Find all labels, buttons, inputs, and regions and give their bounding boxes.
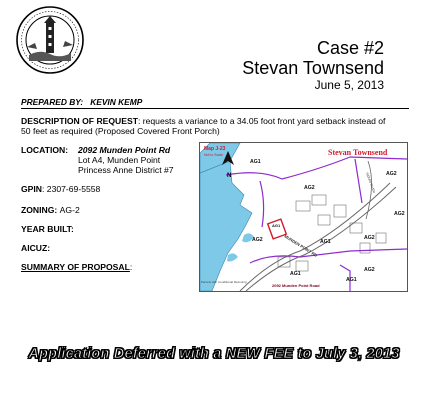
map-scale-label: Not to Scale <box>204 153 224 157</box>
location-district: Princess Anne District #7 <box>78 165 174 175</box>
prepared-by <box>21 97 409 109</box>
case-title: Case #2 <box>316 38 384 58</box>
side-road-label: INDIAN RIVER <box>365 171 377 194</box>
description-text: : requests a variance to a 34.05 foot front yard setback instead of 50 feet as required (Proposed Covered Front Porch) <box>21 116 386 136</box>
north-arrow-label: N <box>227 173 232 179</box>
location-address: 2092 Munden Point Rd <box>78 145 171 155</box>
zone-label: AG2 <box>364 267 375 273</box>
gpin-value: : 2307-69-5558 <box>42 184 101 194</box>
year-built-label: YEAR BUILT: <box>21 224 74 234</box>
summary-suffix: : <box>129 262 133 272</box>
zone-label: AG2 <box>252 237 263 243</box>
prepared-by-label: PREPARED BY: <box>21 97 84 107</box>
applicant-name: Stevan Townsend <box>242 58 384 78</box>
zone-label: AG2 <box>386 171 397 177</box>
gpin-label: GPIN <box>21 184 43 194</box>
gpin-row <box>21 184 100 194</box>
subject-lot-label: AG1 <box>272 223 281 228</box>
location-label: LOCATION: <box>21 145 69 155</box>
map-caption-left: Parcels with Conditional Rezoning <box>201 280 247 284</box>
map-title: Stevan Townsend <box>328 148 388 157</box>
hearing-date: June 5, 2013 <box>314 78 384 92</box>
location-map <box>199 142 408 292</box>
map-sheet-label: Map J-23 <box>204 146 226 152</box>
deferral-banner: Application Deferred with a NEW FEE to July 3, 2013 <box>28 346 400 362</box>
road-label: MUNDEN POINT RD <box>283 233 319 258</box>
city-seal-logo <box>15 5 85 75</box>
prepared-by-value: KEVIN KEMP <box>90 97 143 107</box>
zoning-row <box>21 205 80 215</box>
zoning-value: AG-2 <box>59 205 80 215</box>
zoning-label: ZONING: <box>21 205 58 215</box>
description-of-request <box>21 116 391 136</box>
aicuz-label: AICUZ: <box>21 243 51 253</box>
summary-label: SUMMARY OF PROPOSAL <box>21 262 130 272</box>
zone-label: AG2 <box>394 211 405 217</box>
description-label: DESCRIPTION OF REQUEST <box>21 116 138 126</box>
location-lot: Lot A4, Munden Point <box>78 155 161 165</box>
map-caption-right: 2092 Munden Point Road <box>272 283 320 288</box>
location-block <box>78 145 174 175</box>
zone-label: AG1 <box>250 159 261 165</box>
zone-label: AG2 <box>304 185 315 191</box>
zone-label: AG1 <box>346 277 357 283</box>
zone-label: AG1 <box>290 271 301 277</box>
zone-label: AG2 <box>364 235 375 241</box>
summary-row <box>21 262 132 272</box>
zone-label: AG1 <box>320 239 331 245</box>
